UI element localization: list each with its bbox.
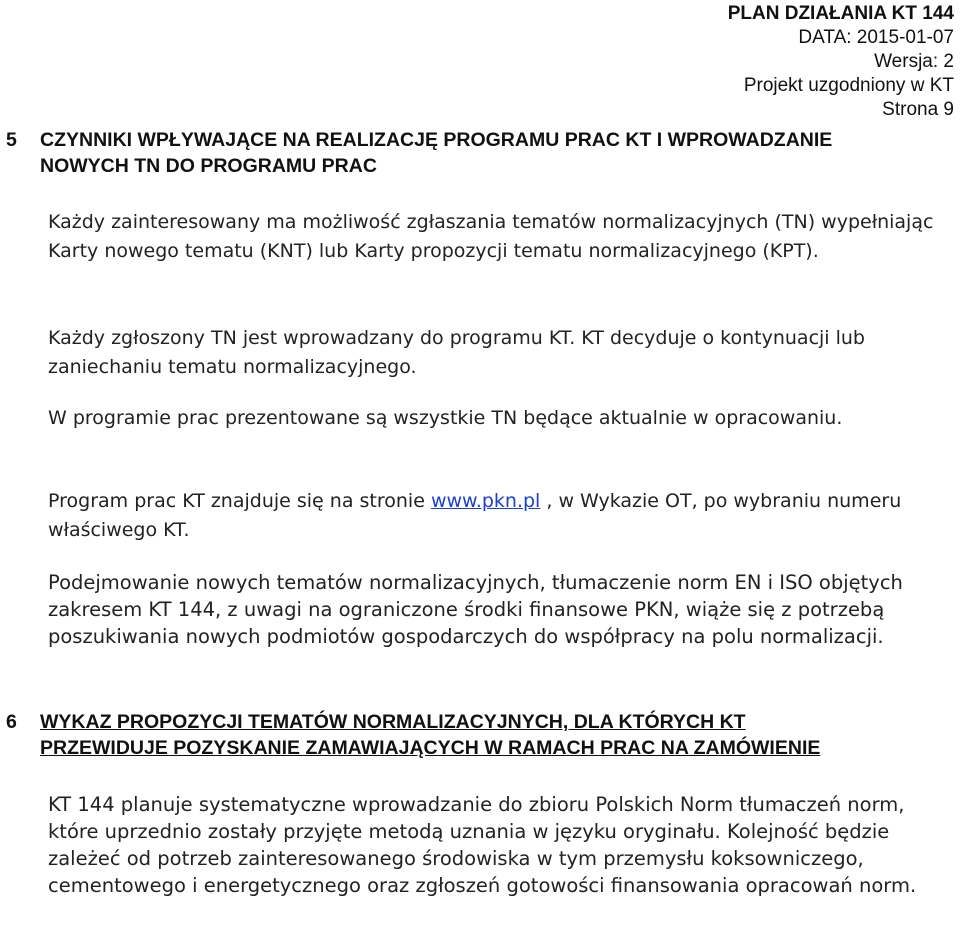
pkn-website-link[interactable]: www.pkn.pl [430, 490, 541, 512]
section-5-paragraph-4: Podejmowanie nowych tematów normalizacyjnych, tłumaczenie norm EN i ISO objętych zakresem KT 144, z uwagi na ograniczone środki finansowe PKN, wiąże się z potrzebą poszukiwania nowych podmiotów gospodarczych do współpracy na polu normalizacji. [48, 571, 903, 648]
link-para-after: , w Wykazie OT, po wybraniu numeru właściwego KT. [48, 490, 902, 541]
section-5-paragraph-3: W programie prac prezentowane są wszystkie TN będące aktualnie w opracowaniu. [48, 407, 843, 429]
document-date: DATA: 2015-01-07 [798, 27, 954, 48]
section-6-heading-line1: WYKAZ PROPOZYCJI TEMATÓW NORMALIZACYJNYCH, DLA KTÓRYCH KT [40, 711, 746, 733]
section-5-paragraph-1: Każdy zainteresowany ma możliwość zgłaszania tematów normalizacyjnych (TN) wypełniając Karty nowego tematu (KNT) lub Karty propozycji tematu normalizacyjnego (KPT). [48, 211, 934, 262]
section-5-heading-line2: NOWYCH TN DO PROGRAMU PRAC [40, 155, 377, 177]
section-5-paragraph-2: Każdy zgłoszony TN jest wprowadzany do programu KT. KT decyduje o kontynuacji lub zaniechaniu tematu normalizacyjnego. [48, 327, 865, 378]
document-version: Wersja: 2 [874, 51, 954, 72]
link-para-before: Program prac KT znajduje się na stronie [48, 490, 431, 512]
plan-title: PLAN DZIAŁANIA KT 144 [727, 3, 954, 24]
document-status: Projekt uzgodniony w KT [743, 75, 954, 96]
section-5-paragraph-link [48, 487, 958, 545]
section-6-heading-line2: PRZEWIDUJE POZYSKANIE ZAMAWIAJĄCYCH W RAMACH PRAC NA ZAMÓWIENIE [40, 737, 821, 759]
section-6-number: 6 [6, 711, 17, 733]
section-6-heading [6, 709, 954, 761]
section-5-heading-line1: CZYNNIKI WPŁYWAJĄCE NA REALIZACJĘ PROGRAMU PRAC KT I WPROWADZANIE [40, 129, 833, 151]
document-header [728, 2, 954, 122]
section-5-heading [6, 127, 954, 179]
section-5-number: 5 [6, 129, 17, 151]
page-number: Strona 9 [882, 99, 954, 120]
section-6-paragraph: KT 144 planuje systematyczne wprowadzanie do zbioru Polskich Norm tłumaczeń norm, które uprzednio zostały przyjęte metodą uznania w języku oryginału. Kolejność będzie zależeć od potrzeb zainteresowanego środowiska w tym przemysłu koksowniczego, cementowego i energetycznego oraz zgłoszeń gotowości finansowania opracowań norm. [48, 793, 917, 897]
